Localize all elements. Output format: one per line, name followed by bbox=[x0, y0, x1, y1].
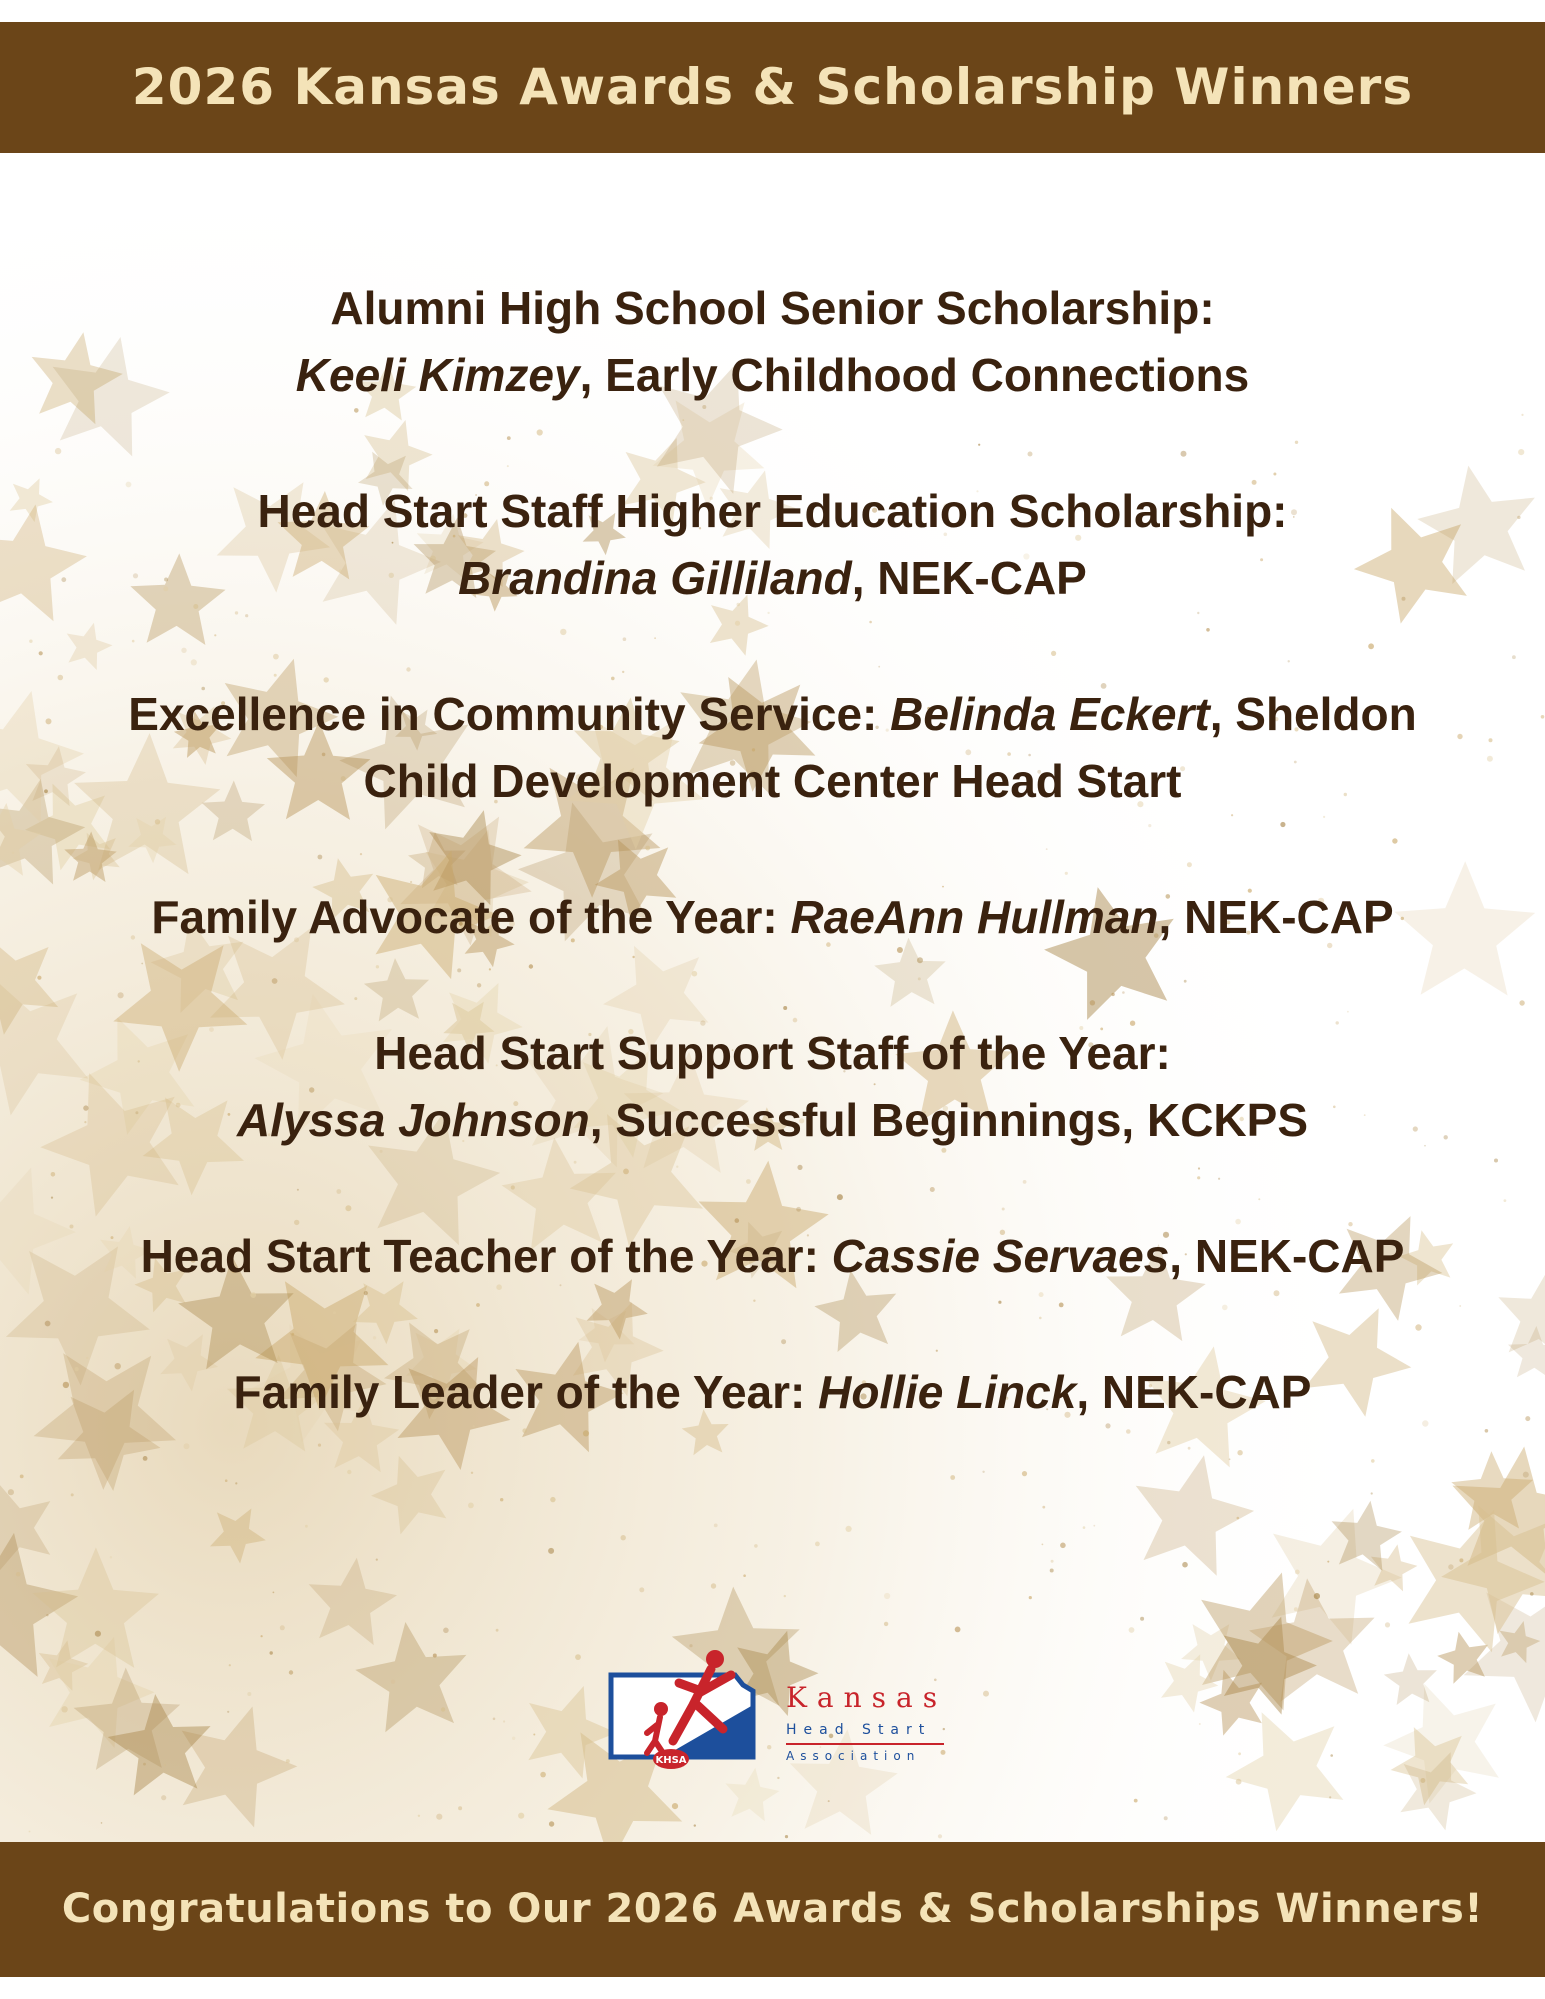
glitter-dot bbox=[161, 1795, 166, 1800]
glitter-dot bbox=[1329, 1796, 1331, 1798]
glitter-dot bbox=[1093, 1525, 1095, 1527]
glitter-dot bbox=[639, 1587, 644, 1592]
award-organization: , NEK-CAP bbox=[851, 552, 1087, 604]
glitter-dot bbox=[1237, 1517, 1240, 1520]
glitter-dot bbox=[247, 1692, 251, 1696]
glitter-dot bbox=[1314, 1593, 1320, 1599]
award-entry bbox=[123, 1223, 1423, 1290]
glitter-dot bbox=[938, 1834, 942, 1838]
glitter-dot bbox=[500, 1498, 503, 1501]
award-entry bbox=[123, 884, 1423, 951]
award-winner: Keeli Kimzey bbox=[295, 349, 580, 401]
glitter-dot bbox=[694, 1824, 696, 1826]
glitter-dot bbox=[672, 1803, 678, 1809]
footer-message: Congratulations to Our 2026 Awards & Scholarships Winners! bbox=[61, 1886, 1484, 1932]
award-category: Head Start Teacher of the Year: bbox=[140, 1230, 832, 1282]
glitter-dot bbox=[512, 1737, 515, 1740]
glitter-dot bbox=[1164, 1816, 1168, 1820]
glitter-dot bbox=[273, 1592, 275, 1594]
logo-badge: KHSA bbox=[655, 1755, 687, 1766]
award-category: Family Advocate of the Year: bbox=[151, 891, 791, 943]
award-organization: , Early Childhood Connections bbox=[579, 349, 1250, 401]
glitter-dot bbox=[305, 1525, 308, 1528]
glitter-dot bbox=[16, 1572, 21, 1577]
glitter-dot bbox=[418, 1815, 420, 1817]
award-organization: , Sheldon Child Development Center Head Start bbox=[363, 688, 1417, 807]
glitter-dot bbox=[533, 1734, 535, 1736]
glitter-dot bbox=[503, 1720, 505, 1722]
award-winner: Cassie Servaes bbox=[831, 1230, 1170, 1282]
glitter-dot bbox=[1295, 1570, 1300, 1575]
logo-name: Kansas bbox=[786, 1681, 948, 1714]
glitter-dot bbox=[884, 1593, 890, 1599]
header-title: 2026 Kansas Awards & Scholarship Winners bbox=[131, 58, 1414, 116]
glitter-dot bbox=[496, 1629, 499, 1632]
glitter-dot bbox=[1294, 1607, 1298, 1611]
award-category: Family Leader of the Year: bbox=[233, 1366, 819, 1418]
glitter-dot bbox=[1051, 1560, 1054, 1563]
glitter-dot bbox=[376, 1559, 378, 1561]
glitter-dot bbox=[777, 1777, 779, 1779]
glitter-dot bbox=[441, 1707, 445, 1711]
award-winner: Hollie Linck bbox=[818, 1366, 1077, 1418]
glitter-dot bbox=[46, 1614, 48, 1616]
glitter-dot bbox=[983, 1691, 989, 1697]
glitter-dot bbox=[1140, 1617, 1144, 1621]
glitter-dot bbox=[1134, 1799, 1138, 1803]
award-entry bbox=[123, 478, 1423, 612]
glitter-dot bbox=[227, 1711, 229, 1713]
glitter-dot bbox=[1182, 1562, 1188, 1568]
glitter-dot bbox=[433, 1654, 437, 1658]
glitter-dot bbox=[101, 1822, 103, 1824]
glitter-dot bbox=[1060, 1543, 1066, 1549]
glitter-dot bbox=[1238, 1752, 1241, 1755]
glitter-dot bbox=[1042, 1544, 1044, 1546]
logo-line3: Association bbox=[786, 1749, 921, 1763]
award-entry bbox=[123, 681, 1423, 815]
award-organization: , NEK-CAP bbox=[1158, 891, 1394, 943]
glitter-dot bbox=[1050, 1569, 1054, 1573]
glitter-dot bbox=[229, 1664, 231, 1666]
header-banner bbox=[0, 22, 1545, 153]
glitter-dot bbox=[289, 1670, 293, 1674]
glitter-dot bbox=[286, 1759, 290, 1763]
glitter-dot bbox=[549, 1821, 554, 1826]
glitter-dot bbox=[261, 1635, 263, 1637]
award-winner: RaeAnn Hullman bbox=[790, 891, 1159, 943]
glitter-dot bbox=[540, 1772, 546, 1778]
award-organization: , Successful Beginnings, KCKPS bbox=[589, 1094, 1309, 1146]
glitter-dot bbox=[815, 1542, 820, 1547]
glitter-dot bbox=[1448, 1564, 1453, 1569]
logo-divider bbox=[786, 1743, 944, 1745]
glitter-dot bbox=[1327, 1561, 1329, 1563]
glitter-dot bbox=[1129, 1627, 1135, 1633]
award-organization: , NEK-CAP bbox=[1169, 1230, 1405, 1282]
glitter-dot bbox=[1459, 1558, 1463, 1562]
glitter-dot bbox=[548, 1548, 554, 1554]
awards-list bbox=[0, 275, 1545, 1495]
glitter-dot bbox=[1385, 1622, 1390, 1627]
khsa-logo bbox=[603, 1645, 948, 1775]
glitter-dot bbox=[436, 1814, 442, 1820]
glitter-dot bbox=[1199, 1723, 1201, 1725]
glitter-dot bbox=[785, 1835, 788, 1838]
glitter-dot bbox=[493, 1718, 496, 1721]
award-organization: , NEK-CAP bbox=[1076, 1366, 1312, 1418]
glitter-dot bbox=[458, 1806, 462, 1810]
glitter-dot bbox=[443, 1628, 449, 1634]
glitter-dot bbox=[1236, 1779, 1242, 1785]
glitter-dot bbox=[575, 1654, 581, 1660]
glitter-dot bbox=[270, 1651, 273, 1654]
glitter-dot bbox=[714, 1524, 718, 1528]
glitter-dot bbox=[143, 1763, 146, 1766]
glitter-dot bbox=[29, 1831, 31, 1833]
glitter-dot bbox=[884, 1622, 888, 1626]
glitter-dot bbox=[550, 1497, 555, 1502]
glitter-dot bbox=[110, 1556, 112, 1558]
glitter-dot bbox=[1083, 1526, 1086, 1529]
glitter-dot bbox=[280, 1625, 285, 1630]
award-winner: Alyssa Johnson bbox=[236, 1094, 590, 1146]
award-category: Excellence in Community Service: bbox=[128, 688, 891, 740]
glitter-dot bbox=[846, 1526, 852, 1532]
award-winner: Brandina Gilliland bbox=[458, 552, 852, 604]
footer-banner bbox=[0, 1842, 1545, 1977]
glitter-dot bbox=[164, 1764, 166, 1766]
glitter-dot bbox=[955, 1627, 961, 1633]
glitter-dot bbox=[468, 1503, 474, 1509]
kansas-state-children-icon bbox=[603, 1645, 783, 1775]
glitter-dot bbox=[391, 1680, 395, 1684]
glitter-dot bbox=[95, 1631, 101, 1637]
award-winner: Belinda Eckert bbox=[890, 688, 1210, 740]
glitter-dot bbox=[754, 1544, 758, 1548]
glitter-dot bbox=[743, 1574, 746, 1577]
glitter-dot bbox=[518, 1813, 524, 1819]
award-category: Head Start Support Staff of the Year: bbox=[374, 1027, 1171, 1079]
glitter-dot bbox=[1330, 1754, 1333, 1757]
award-category: Alumni High School Senior Scholarship: bbox=[330, 282, 1215, 334]
award-entry bbox=[123, 275, 1423, 409]
glitter-dot bbox=[1420, 1778, 1425, 1783]
glitter-dot bbox=[1029, 1596, 1032, 1599]
glitter-dot bbox=[784, 1595, 786, 1597]
glitter-dot bbox=[621, 1535, 626, 1540]
award-entry bbox=[123, 1359, 1423, 1426]
glitter-dot bbox=[828, 1800, 830, 1802]
award-entry bbox=[123, 1020, 1423, 1154]
glitter-dot bbox=[1530, 1592, 1534, 1596]
glitter-dot bbox=[61, 1706, 67, 1712]
award-category: Head Start Staff Higher Education Scholarship: bbox=[257, 485, 1288, 537]
glitter-dot bbox=[711, 1583, 716, 1588]
logo-line2: Head Start bbox=[786, 1722, 932, 1738]
glitter-dot bbox=[1042, 1506, 1045, 1509]
